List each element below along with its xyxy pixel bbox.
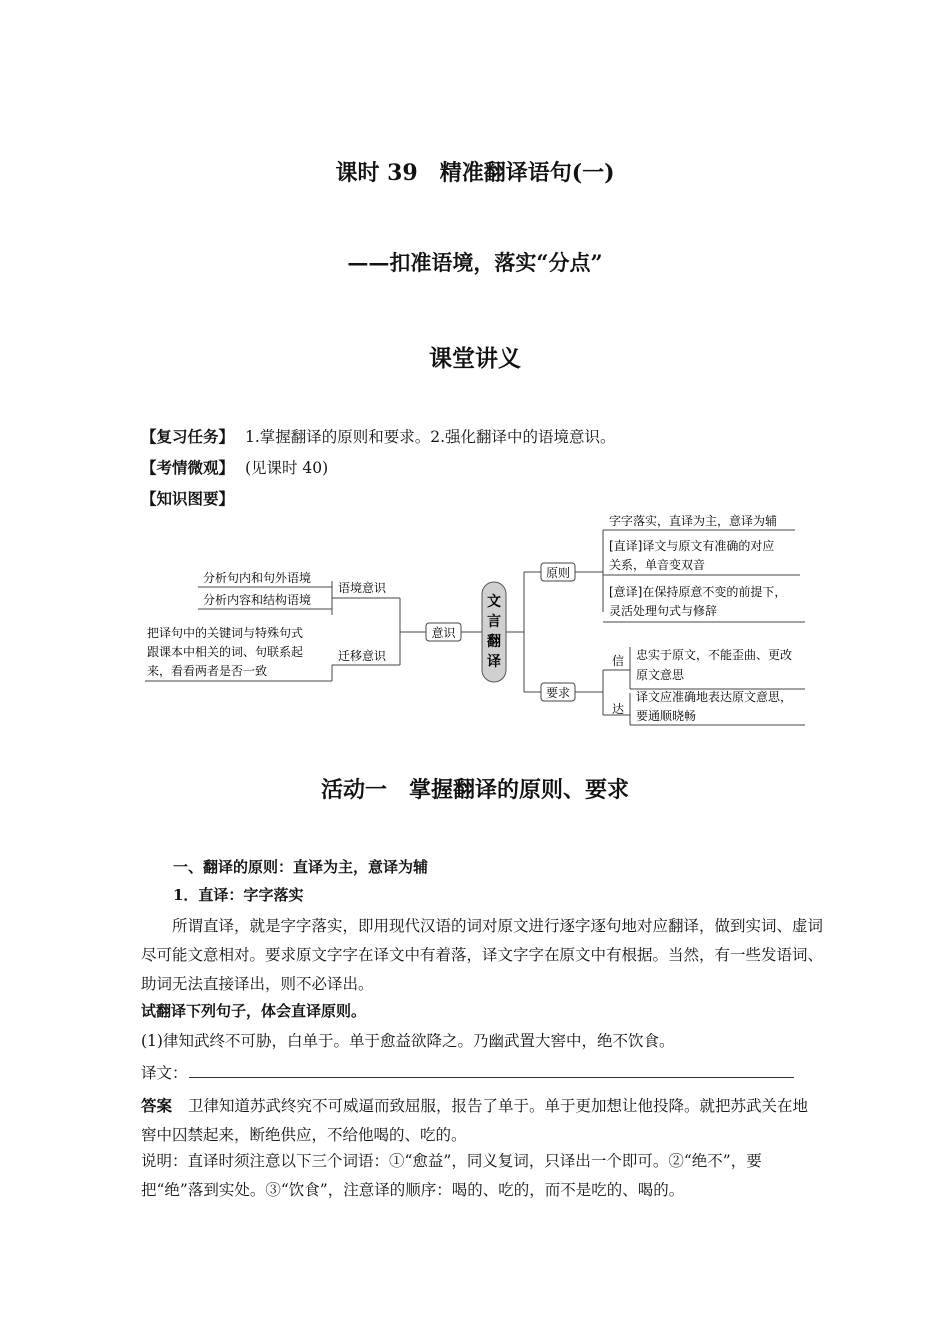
lesson-subtitle: ——扣准语境，落实“分点”: [347, 250, 603, 275]
center-char-4: 译: [487, 654, 501, 670]
transfer-node: 迁移意识: [338, 649, 387, 663]
exam-info: [141, 456, 328, 478]
awareness-node: 意识: [431, 626, 456, 640]
literal-paragraph-text: 所谓直译，就是字字落实，即用现代汉语的词对原文进行逐字逐句地对应翻译，做到实词、虚词尽可能文意相对。要求原文字字在译文中有着落，译文字字在原文中有根据。当然，有一些发语词、助词无法直接译出，则不必译出。: [141, 917, 824, 993]
knowledge-map-label-text: 【知识图要】: [141, 489, 235, 508]
principle-node: 原则: [545, 566, 571, 580]
principle-item-3-line-2: 灵活处理句式与修辞: [609, 604, 718, 618]
review-task-text: 1.掌握翻译的原则和要求。2.强化翻译中的语境意识。: [244, 428, 616, 446]
principle-item-3-line-1: [意译]在保持原意不变的前提下，: [609, 585, 787, 599]
principle-item-2-line-2: 关系，单音变双音: [609, 558, 706, 572]
principle-item-1: 字字落实，直译为主，意译为辅: [609, 514, 778, 528]
review-task-label: 【复习任务】: [141, 427, 235, 446]
principle-heading: 一、翻译的原则：直译为主，意译为辅: [173, 858, 429, 876]
answer-block: [141, 1091, 823, 1150]
exam-info-label: 【考情微观】: [141, 458, 235, 477]
center-char-2: 言: [487, 614, 501, 630]
answer-label: 答案: [141, 1096, 173, 1115]
center-char-3: 翻: [487, 634, 501, 650]
activity-title: 活动一 掌握翻译的原则、要求: [320, 777, 629, 803]
da-line-2: 要通顺晓畅: [636, 709, 697, 723]
xin-label: 信: [612, 654, 625, 668]
transfer-line-1: 把译句中的关键词与特殊句式: [147, 626, 304, 640]
xin-line-1: 忠实于原文，不能歪曲、更改: [636, 648, 793, 662]
context-item-2: 分析内容和结构语境: [203, 593, 312, 607]
xin-line-2: 原文意思: [636, 668, 685, 682]
requirement-node: 要求: [545, 686, 571, 700]
transfer-line-2: 跟课本中相关的词、句联系起: [147, 645, 304, 659]
exam-info-text: (见课时 40): [244, 459, 329, 477]
da-label: 达: [612, 702, 625, 716]
translation-answer-line[interactable]: [189, 1077, 794, 1078]
context-node: 语境意识: [338, 581, 387, 595]
context-item-1: 分析句内和句外语境: [203, 571, 312, 585]
review-task: [141, 425, 616, 447]
translation-label: 译文：: [141, 1064, 188, 1082]
literal-heading: 1．直译：字字落实: [173, 886, 304, 904]
center-char-1: 文: [487, 594, 501, 610]
principle-item-2-line-1: [直译]译文与原文有准确的对应: [609, 539, 775, 553]
translation-row: [141, 1061, 188, 1083]
explanation-note: [141, 1147, 823, 1205]
exercise-question: (1)律知武终不可胁，白单于。单于愈益欲降之。乃幽武置大窖中，绝不饮食。: [141, 1032, 675, 1050]
literal-paragraph: [141, 912, 823, 999]
transfer-line-3: 来，看看两者是否一致: [147, 664, 268, 678]
lesson-title: 课时 39 精准翻译语句(一): [335, 160, 615, 186]
explanation-note-text: 说明：直译时须注意以下三个词语：①“愈益”，同义复词，只译出一个即可。②“绝不”，要把“绝”落到实处。③“饮食”，注意译的顺序：喝的、吃的，而不是吃的、喝的。: [141, 1152, 762, 1199]
exercise-prompt: 试翻译下列句子，体会直译原则。: [141, 1002, 367, 1020]
section-title: 课堂讲义: [429, 345, 521, 372]
answer-text: 卫律知道苏武终究不可威逼而致屈服，报告了单于。单于更加想让他投降。就把苏武关在地窖中囚禁起来，断绝供应，不给他喝的、吃的。: [141, 1097, 809, 1144]
da-line-1: 译文应准确地表达原文意思，: [636, 690, 793, 704]
knowledge-mindmap: [0, 505, 950, 730]
